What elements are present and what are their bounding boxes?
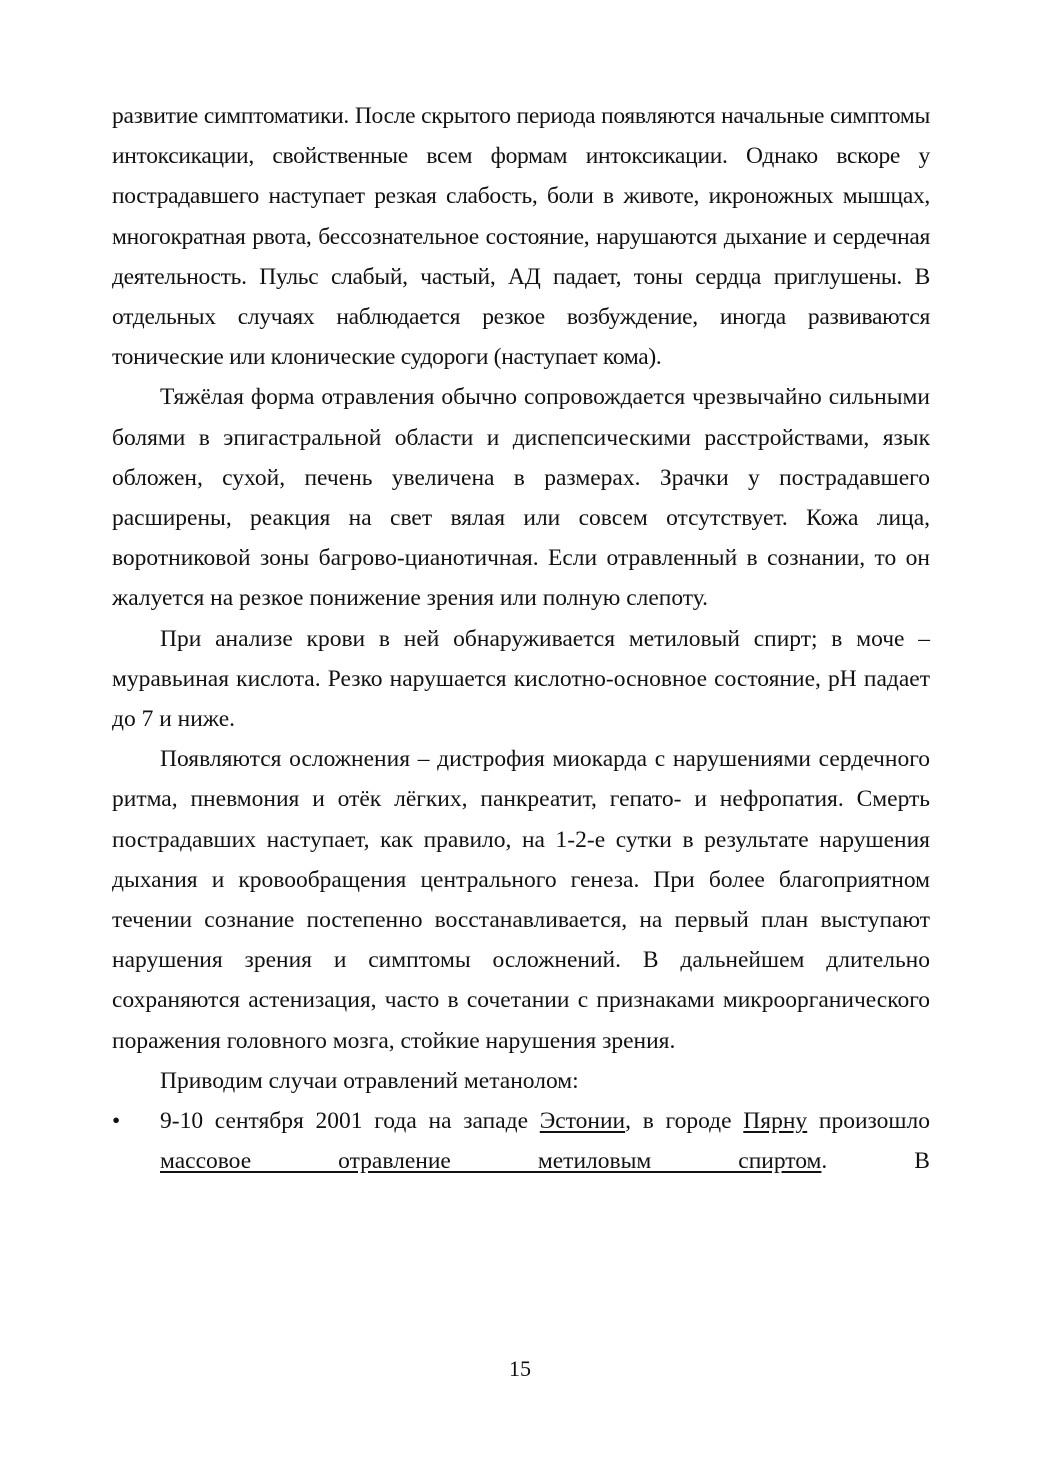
bullet-icon: • — [112, 1108, 121, 1135]
link-parnu[interactable]: Пярну — [743, 1108, 808, 1135]
paragraph-symptoms: развитие симптоматики. После скрытого периода появляются начальные симптомы интоксикации, свойственные всем формам интоксикации. Однако вскоре у пострадавшего наступает резкая слабость, боли в животе, икроножных мышцах, многократная рвота, бессознательное состояние, нарушаются дыхание и сердечная деятельность. Пульс слабый, частый, АД падает, тоны сердца приглушены. В отдельных случаях наблюдается резкое возбуждение, иногда развиваются тонические или клонические судороги (наступает кома). — [112, 103, 930, 371]
link-mass-poisoning[interactable]: массовое отравление метиловым спиртом — [160, 1148, 822, 1175]
page-number: 15 — [509, 1356, 531, 1381]
list-item-estonia-case — [112, 1101, 930, 1222]
document-page — [112, 96, 930, 1222]
bullet-text-3: произошло — [807, 1108, 930, 1135]
bullet-text-2: , в городе — [625, 1108, 744, 1135]
paragraph-blood-analysis: При анализе крови в ней обнаруживается метиловый спирт; в моче – муравьиная кислота. Резко нарушается кислотно-основное состояние, pH падает до 7 и ниже. — [112, 625, 930, 733]
bullet-text-1: 9-10 сентября 2001 года на западе — [160, 1108, 540, 1135]
bullet-text-4: . В — [821, 1148, 930, 1175]
paragraph-complications: Появляются осложнения – дистрофия миокарда с нарушениями сердечного ритма, пневмония и отёк лёгких, панкреатит, гепато- и нефропатия. Смерть пострадавших наступает, как правило, на 1-2-е сутки в результате нарушения дыхания и кровообращения центрального генеза. При более благоприятном течении сознание постепенно восстанавливается, на первый план выступают нарушения зрения и симптомы осложнений. В дальнейшем длительно сохраняются астенизация, часто в сочетании с признаками микроорганического поражения головного мозга, стойкие нарушения зрения. — [112, 746, 930, 1054]
link-estonia[interactable]: Эстонии — [539, 1108, 626, 1135]
paragraph-severe-form: Тяжёлая форма отравления обычно сопровождается чрезвычайно сильными болями в эпигастральной области и диспепсическими расстройствами, язык обложен, сухой, печень увеличена в размерах. Зрачки у пострадавшего расширены, реакция на свет вялая или совсем отсутствует. Кожа лица, воротниковой зоны багрово-цианотичная. Если отравленный в сознании, то он жалуется на резкое понижение зрения или полную слепоту. — [112, 384, 930, 612]
paragraph-cases-intro: Приводим случаи отравлений метанолом: — [160, 1067, 579, 1094]
